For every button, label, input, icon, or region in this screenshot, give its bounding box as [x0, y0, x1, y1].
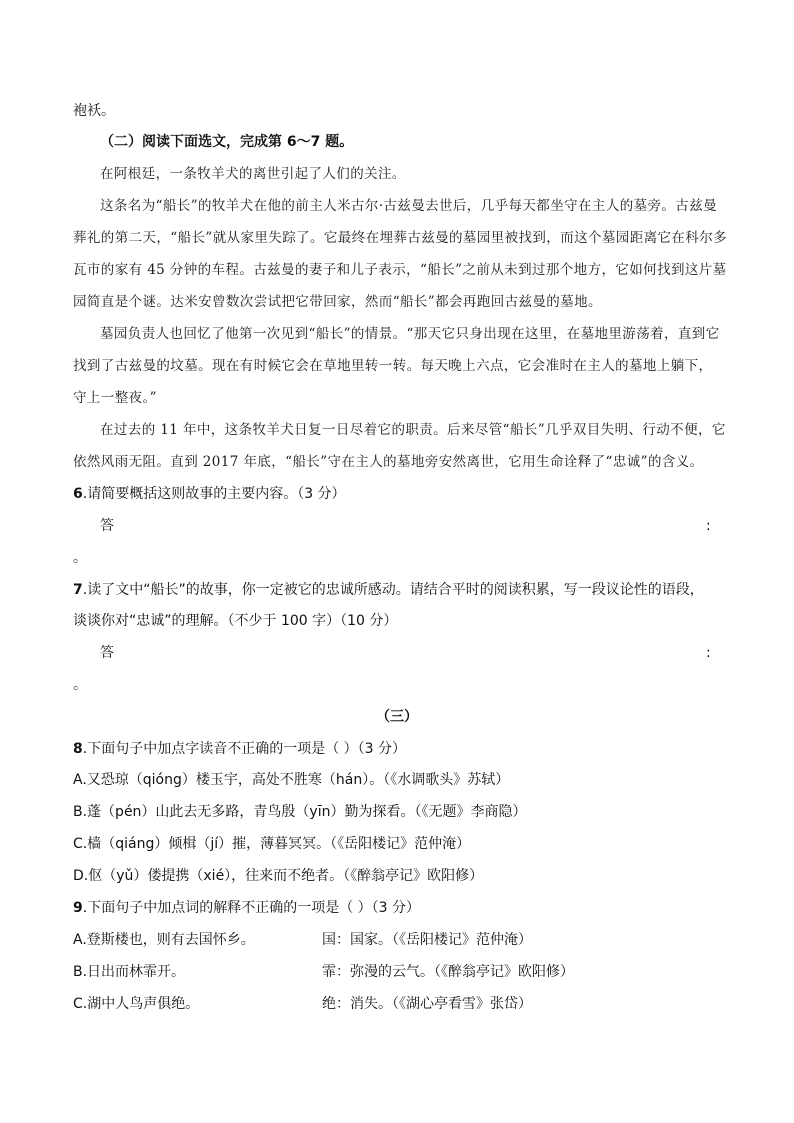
question-8-option-b: B.蓬（pén）山此去无多路，青鸟殷（yīn）勤为探看。（《无题》李商隐） — [73, 804, 527, 820]
question-9-option-c-sentence: C.湖中人鸟声俱绝。 — [73, 996, 200, 1012]
question-9-option-b-explanation: 霏：弥漫的云气。（《醉翁亭记》欧阳修） — [322, 964, 574, 980]
top-fragment: 袍袄。 — [73, 103, 115, 119]
question-7-answer-colon: : — [706, 645, 711, 661]
question-7-line1 — [73, 580, 704, 600]
passage-p4-line1: 在过去的 11 年中，这条牧羊犬日复一日尽着它的职责。后来尽管“船长”几乎双目失明、行动不便，它 — [100, 422, 726, 438]
question-6-answer-colon: : — [706, 518, 711, 534]
question-6 — [73, 484, 346, 504]
section3-heading: （三） — [376, 709, 418, 725]
question-7-text-line2: 谈谈你对“忠诚”的理解。（不少于 100 字）（10 分） — [73, 613, 398, 629]
question-6-answer-end: 。 — [73, 550, 87, 566]
question-7-number: 7 — [73, 582, 83, 598]
passage-p2-line3: 瓦市的家有 45 分钟的车程。古兹曼的妻子和儿子表示，“船长”之前从未到过那个地方，它如何找到这片墓 — [73, 262, 727, 278]
question-8-number: 8 — [73, 741, 83, 757]
question-7-answer-label: 答 — [100, 645, 114, 661]
question-8 — [73, 739, 406, 759]
passage-p3-line2: 找到了古兹曼的坟墓。现在有时候它会在草地里转一转。每天晚上六点，它会准时在主人的墓地上躺下， — [73, 358, 713, 374]
question-9-number: 9 — [73, 900, 83, 916]
question-9-text: .下面句子中加点词的解释不正确的一项是（ ）（3 分） — [82, 900, 421, 916]
question-9-option-a-sentence: A.登斯楼也，则有去国怀乡。 — [73, 932, 255, 948]
passage-paragraph-1: 在阿根廷，一条牧羊犬的离世引起了人们的关注。 — [100, 166, 406, 182]
question-8-option-a: A.又恐琼（qióng）楼玉宇，高处不胜寒（hán）。（《水调歌头》苏轼） — [73, 772, 510, 788]
passage-p2-line2: 葬礼的第二天，“船长”就从家里失踪了。它最终在埋葬古兹曼的墓园里被找到，而这个墓园距离它在科尔多 — [73, 230, 728, 246]
question-6-answer-label: 答 — [100, 518, 114, 534]
passage-p3-line1: 墓园负责人也回忆了他第一次见到“船长”的情景。“那天它只身出现在这里，在墓地里游荡着，直到它 — [100, 326, 720, 342]
question-6-text: .请简要概括这则故事的主要内容。（3 分） — [82, 486, 346, 502]
question-8-option-c: C.樯（qiáng）倾楫（jí）摧，薄暮冥冥。（《岳阳楼记》范仲淹） — [73, 836, 471, 852]
passage-p2-line1: 这条名为“船长”的牧羊犬在他的前主人米古尔·古兹曼去世后，几乎每天都坐守在主人的墓旁。古兹曼 — [100, 198, 717, 214]
passage-p3-line3: 守上一整夜。” — [73, 390, 157, 406]
section2-heading: （二）阅读下面选文，完成第 6～7 题。 — [100, 134, 354, 150]
question-7-answer-end: 。 — [73, 677, 87, 693]
question-9-option-b-sentence: B.日出而林霏开。 — [73, 964, 186, 980]
question-9-option-c-explanation: 绝：消失。（《湖心亭看雪》张岱） — [322, 996, 532, 1012]
question-8-option-d: D.伛（yǔ）偻提携（xié），往来而不绝者。（《醉翁亭记》欧阳修） — [73, 868, 484, 884]
question-9 — [73, 898, 420, 918]
question-7-text-line1: .读了文中“船长”的故事，你一定被它的忠诚所感动。请结合平时的阅读积累，写一段议论性的语段， — [82, 582, 704, 598]
passage-p4-line2: 依然风雨无阻。直到 2017 年底，“船长”守在主人的墓地旁安然离世，它用生命诠释了“忠诚”的含义。 — [73, 454, 704, 470]
question-8-text: .下面句子中加点字读音不正确的一项是（ ）（3 分） — [82, 741, 407, 757]
question-9-option-a-explanation: 国：国家。（《岳阳楼记》范仲淹） — [322, 932, 532, 948]
question-6-number: 6 — [73, 486, 83, 502]
passage-p2-line4: 园简直是个谜。达米安曾数次尝试把它带回家，然而“船长”都会再跑回古兹曼的墓地。 — [73, 294, 602, 310]
